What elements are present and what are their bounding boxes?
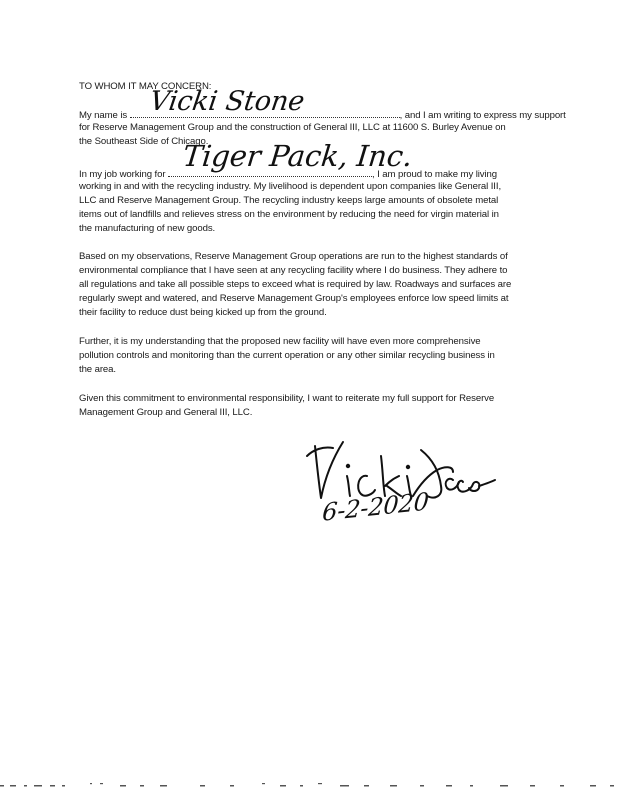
- paragraph-2-line-1: Based on my observations, Reserve Management Group operations are run to the highest standards of: [79, 251, 508, 262]
- employer-prefix: In my job working for: [79, 169, 166, 180]
- paragraph-1-line-3: LLC and Reserve Management Group. The recycling industry keeps large amounts of obsolete metal: [79, 195, 499, 206]
- paragraph-3-line-2: pollution controls and monitoring than the current operation or any other similar recycling business in: [79, 350, 495, 361]
- intro-line-2: for Reserve Management Group and the construction of General III, LLC at 11600 S. Burley Avenue on: [79, 122, 506, 133]
- paragraph-2-line-2: environmental compliance that I have seen at any recycling facility where I do business. They adhere to: [79, 265, 508, 276]
- paragraph-4-line-2: Management Group and General III, LLC.: [79, 407, 253, 418]
- paragraph-3-line-3: the area.: [79, 364, 116, 375]
- intro-line-3: the Southeast Side of Chicago.: [79, 136, 209, 147]
- employer-suffix: , I am proud to make my living: [372, 169, 497, 180]
- paragraph-3-line-1: Further, it is my understanding that the proposed new facility will have even more comprehensive: [79, 336, 481, 347]
- paragraph-4-line-1: Given this commitment to environmental responsibility, I want to reiterate my full support for Reserve: [79, 393, 495, 404]
- salutation: TO WHOM IT MAY CONCERN:: [79, 81, 212, 92]
- signature-date: 6-2-2020: [321, 487, 430, 527]
- scan-artifact-line: [0, 783, 618, 789]
- name-prefix: My name is: [79, 110, 128, 121]
- paragraph-2-line-4: regularly swept and watered, and Reserve Management Group's employees enforce low speed limits at: [79, 293, 509, 304]
- handwritten-employer: Tiger Pack, Inc.: [181, 139, 414, 173]
- paragraph-2-line-5: their facility to reduce dust being kicked up from the ground.: [79, 307, 327, 318]
- paragraph-2-line-3: all regulations and take all possible steps to exceed what is required by law. Roadways and surfaces are: [79, 279, 512, 290]
- paragraph-1-line-5: the manufacturing of new goods.: [79, 223, 216, 234]
- name-suffix: , and I am writing to express my support: [399, 110, 566, 121]
- paragraph-1-line-2: working in and with the recycling industry. My livelihood is dependent upon companies like General III,: [79, 181, 502, 192]
- handwritten-name: Vicki Stone: [147, 86, 307, 117]
- paragraph-1-line-4: items out of landfills and relieves stress on the environment by reducing the need for virgin material in: [79, 209, 499, 220]
